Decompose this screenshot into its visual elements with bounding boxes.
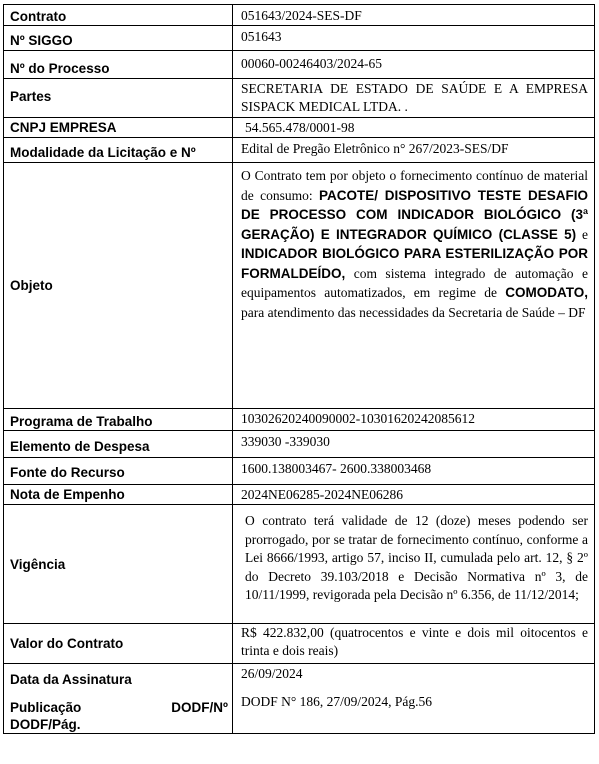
value-cnpj: 54.565.478/0001-98 — [233, 118, 595, 138]
row-partes — [4, 79, 595, 118]
row-elemento — [4, 431, 595, 458]
label-vigencia: Vigência — [4, 505, 233, 624]
row-valor — [4, 624, 595, 664]
label-modalidade: Modalidade da Licitação e Nº — [4, 138, 233, 163]
label-publicacao-pag: DODF/Pág. — [10, 717, 81, 732]
value-empenho: 2024NE06285-2024NE06286 — [233, 485, 595, 505]
objeto-text-4: para atendimento das necessidades da Secretaria de Saúde – DF — [241, 304, 586, 320]
value-vigencia: O contrato terá validade de 12 (doze) meses podendo ser prorrogado, por se tratar de fornecimento contínuo, conforme a Lei 8666/1993, artigo 57, inciso II, cumulada pelo art. 12, § 2º do Decreto 39.103/2018 e Decisão Normativa nº 3, de 10/11/1999, revigorada pela Decisão nº 6.356, de 11/12/2014; — [233, 505, 595, 624]
row-fonte — [4, 458, 595, 485]
value-modalidade: Edital de Pregão Eletrônico n° 267/2023-SES/DF — [233, 138, 595, 163]
value-processo: 00060-00246403/2024-65 — [233, 51, 595, 79]
value-objeto — [233, 163, 595, 409]
label-assinatura-publicacao — [4, 664, 233, 734]
row-siggo — [4, 26, 595, 51]
value-valor: R$ 422.832,00 (quatrocentos e vinte e dois mil oitocentos e trinta e dois reais) — [233, 624, 595, 664]
value-programa: 10302620240090002-10301620242085612 — [233, 409, 595, 431]
objeto-bold-1: PACOTE/ DISPOSITIVO TESTE DESAFIO DE PROCESSO COM INDICADOR BIOLÓGICO (3ª GERAÇÃO) E INTEGRADOR QUÍMICO (CLASSE 5) — [241, 187, 588, 242]
row-cnpj — [4, 118, 595, 138]
value-publicacao: DODF N° 186, 27/09/2024, Pág.56 — [241, 694, 433, 709]
label-cnpj: CNPJ EMPRESA — [4, 118, 233, 138]
label-fonte: Fonte do Recurso — [4, 458, 233, 485]
label-elemento: Elemento de Despesa — [4, 431, 233, 458]
label-partes: Partes — [4, 79, 233, 118]
row-contrato — [4, 5, 595, 26]
value-siggo: 051643 — [233, 26, 595, 51]
label-assinatura: Data da Assinatura — [10, 672, 132, 687]
row-assinatura-publicacao — [4, 664, 595, 734]
label-contrato: Contrato — [4, 5, 233, 26]
row-modalidade — [4, 138, 595, 163]
objeto-text-2: e — [576, 226, 588, 242]
row-processo — [4, 51, 595, 79]
label-siggo: Nº SIGGO — [4, 26, 233, 51]
value-contrato: 051643/2024-SES-DF — [233, 5, 595, 26]
value-elemento: 339030 -339030 — [233, 431, 595, 458]
objeto-text-3: com sistema integrado de automação e equipamentos automatizados, em regime de — [241, 265, 588, 300]
label-programa: Programa de Trabalho — [4, 409, 233, 431]
label-empenho: Nota de Empenho — [4, 485, 233, 505]
objeto-bold-3: COMODATO, — [505, 285, 588, 300]
row-programa — [4, 409, 595, 431]
row-vigencia — [4, 505, 595, 624]
value-assinatura-publicacao — [233, 664, 595, 734]
row-objeto — [4, 163, 595, 409]
value-assinatura: 26/09/2024 — [241, 666, 303, 681]
label-publicacao: Publicação DODF/Nº — [10, 700, 228, 715]
objeto-text-1: O Contrato tem por objeto o fornecimento contínuo de material de consumo: — [241, 168, 588, 203]
label-valor: Valor do Contrato — [4, 624, 233, 664]
objeto-bold-2: INDICADOR BIOLÓGICO PARA ESTERILIZAÇÃO POR FORMALDEÍDO, — [241, 246, 588, 281]
label-objeto: Objeto — [4, 163, 233, 409]
row-empenho — [4, 485, 595, 505]
label-processo: Nº do Processo — [4, 51, 233, 79]
contract-summary-table — [3, 4, 595, 734]
value-fonte: 1600.138003467- 2600.338003468 — [233, 458, 595, 485]
value-partes: SECRETARIA DE ESTADO DE SAÚDE E A EMPRESA SISPACK MEDICAL LTDA. . — [233, 79, 595, 118]
